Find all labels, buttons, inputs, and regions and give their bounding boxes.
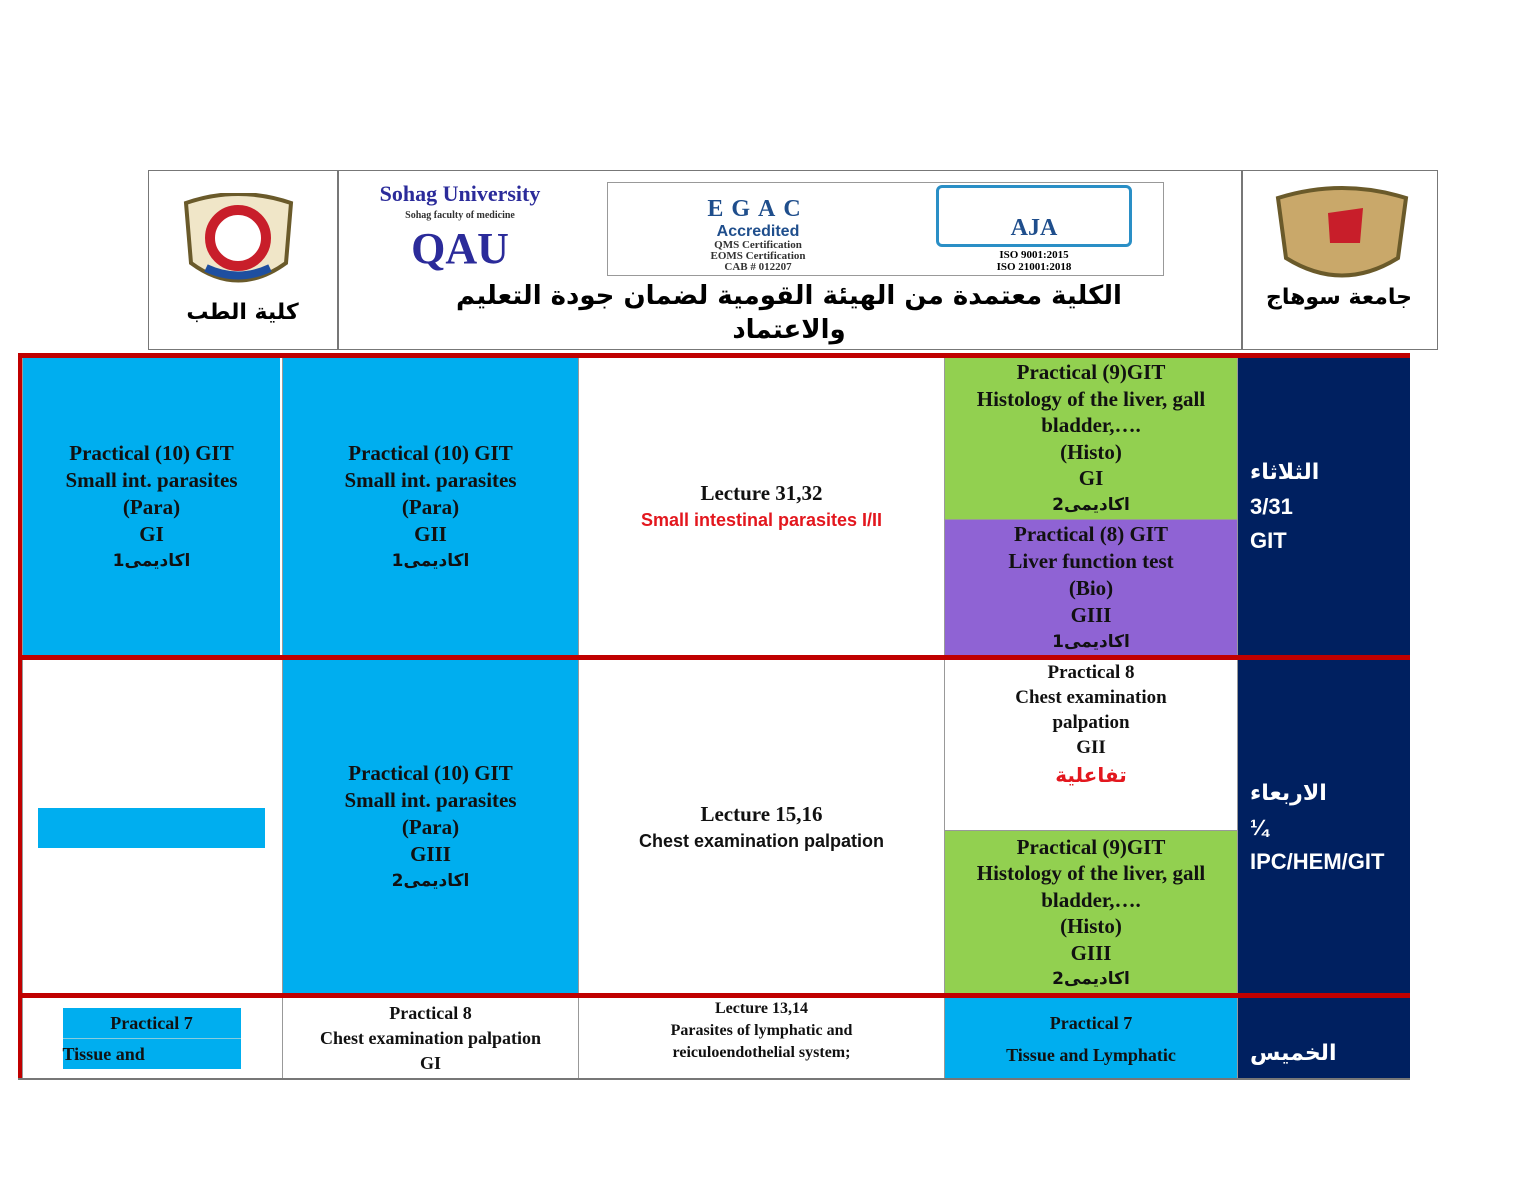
egac-line: QMS Certification	[714, 240, 802, 251]
row1-col4-top: Practical (9)GIT Histology of the liver, gall bladder,…. (Histo) GI اكاديمى2	[944, 358, 1237, 519]
header-title	[337, 279, 1241, 347]
header-title-line: والاعتماد	[732, 315, 846, 345]
row2-col4-bottom: Practical (9)GIT Histology of the liver, gall bladder,…. (Histo) GIII اكاديمى2	[944, 830, 1237, 995]
egac-logo	[638, 187, 878, 275]
row2-col1-empty	[22, 660, 280, 995]
row2-col2-session: Practical (10) GIT Small int. parasites (Para) GIII اكاديمى2	[282, 660, 578, 995]
row-border	[18, 655, 1410, 660]
egac-line: CAB # 012207	[724, 262, 792, 273]
row3-lecture: Lecture 13,14 Parasites of lymphatic and reiculoendothelial system;	[578, 998, 944, 1079]
row1-col1-session: Practical (10) GIT Small int. parasites (Para) GI اكاديمى1	[22, 358, 280, 656]
row2-lecture: Lecture 15,16 Chest examination palpation	[578, 660, 944, 995]
university-seal-logo	[1268, 183, 1416, 283]
faculty-caption: كلية الطب	[186, 300, 299, 325]
row3-day: الخميس	[1237, 998, 1410, 1079]
row3-col4: Practical 7 Tissue and Lymphatic	[944, 998, 1237, 1079]
row-border	[18, 353, 1410, 358]
qau-sub-text: Sohag faculty of medicine	[405, 210, 515, 221]
row3-col1: Practical 7 Tissue and	[22, 998, 280, 1079]
egac-line: EOMS Certification	[710, 251, 806, 262]
aja-iso-lines	[936, 249, 1132, 273]
blue-block	[38, 808, 265, 848]
qau-logo	[355, 180, 565, 278]
table-left-border	[18, 353, 22, 1079]
aja-line: ISO 9001:2015	[999, 249, 1069, 261]
university-caption: جامعة سوهاج	[1266, 285, 1412, 310]
row1-day: الثلاثاء 3/31 GIT	[1237, 358, 1410, 656]
qau-arc-text: Sohag University	[379, 181, 541, 206]
row1-lecture: Lecture 31,32 Small intestinal parasites I/II	[578, 358, 944, 656]
egac-name: EGAC	[707, 196, 809, 222]
accreditation-logos	[607, 182, 1164, 276]
header-divider	[1241, 170, 1243, 350]
header-title-line: الكلية معتمدة من الهيئة القومية لضمان جودة التعليم	[456, 281, 1122, 311]
row2-day: الاربعاء ¼ IPC/HEM/GIT	[1237, 660, 1410, 995]
aja-line: ISO 21001:2018	[996, 261, 1072, 273]
row1-col4-bottom: Practical (8) GIT Liver function test (Bio) GIII اكاديمى1	[944, 519, 1237, 656]
qau-big-text: QAU	[411, 224, 509, 273]
row3-col2: Practical 8 Chest examination palpation GI	[282, 998, 578, 1079]
row-border	[18, 993, 1410, 998]
aja-logo: AJA	[936, 185, 1132, 247]
table-bottom-border	[18, 1078, 1410, 1080]
egac-accredited: Accredited	[716, 223, 800, 240]
row2-col4-top: Practical 8 Chest examination palpation GII تفاعلية	[944, 660, 1237, 830]
faculty-seal-logo	[166, 193, 311, 293]
row1-col2-session: Practical (10) GIT Small int. parasites (Para) GII اكاديمى1	[282, 358, 578, 656]
